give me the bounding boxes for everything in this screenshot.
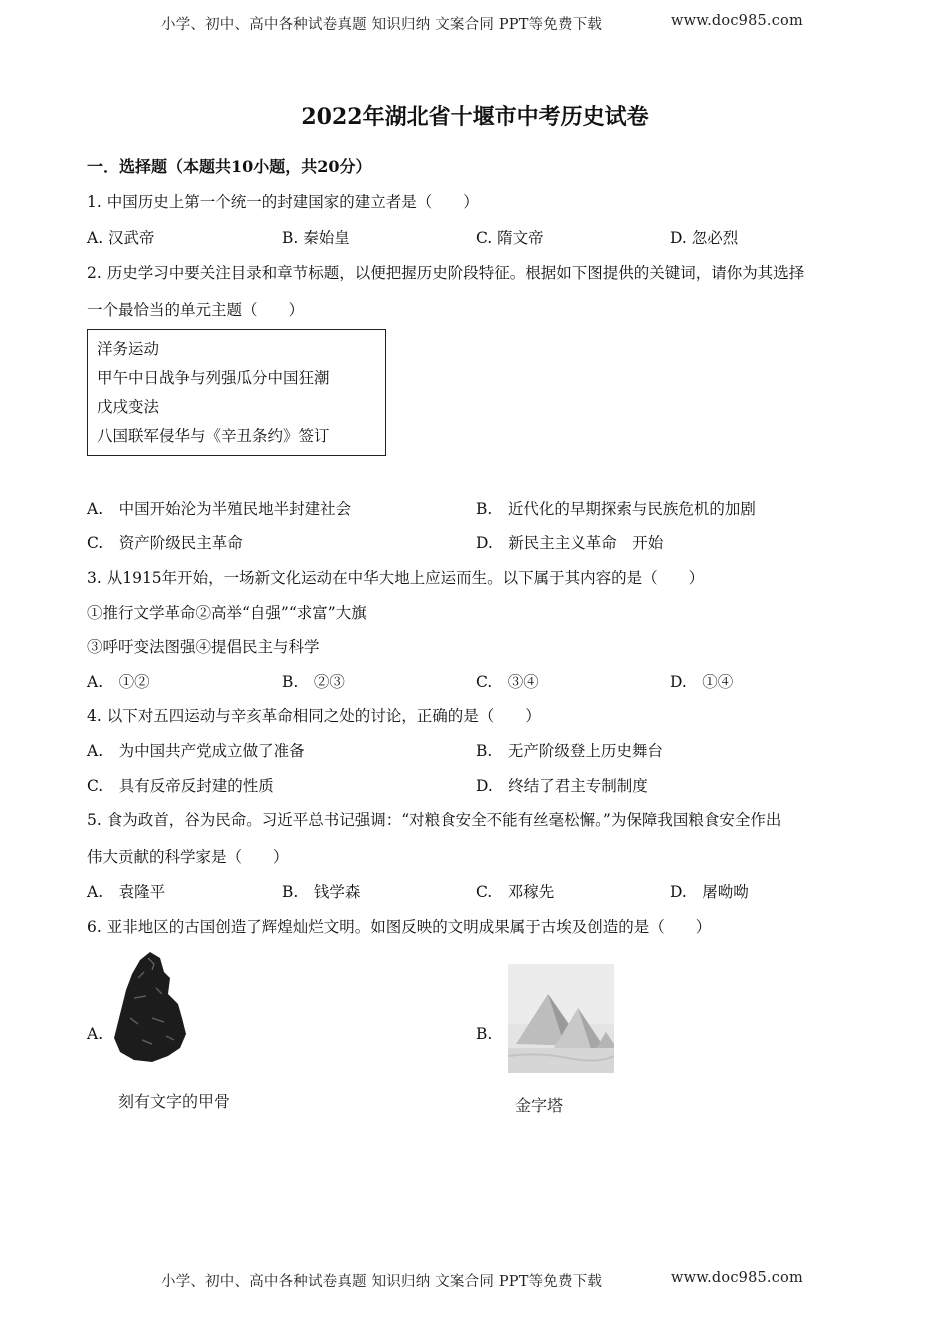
q4-stem: 4. 以下对五四运动与辛亥革命相同之处的讨论，正确的是（ ） [87, 707, 541, 725]
oracle-bone-image [108, 948, 192, 1066]
q2-keyword: 戊戌变法 [97, 398, 160, 416]
q2-stem-line1: 2. 历史学习中要关注目录和章节标题，以便把握历史阶段特征。根据如下图提供的关键词，请你为其选择 [87, 264, 805, 282]
q2-stem-line2: 一个最恰当的单元主题（ ） [87, 301, 305, 319]
q5-option-b: B. 钱学森 [282, 883, 361, 901]
header-slogan: 小学、初中、高中各种试卷真题 知识归纳 文案合同 PPT等免费下载 [161, 17, 603, 33]
section-heading: 一．选择题（本题共10小题，共20分） [87, 157, 372, 176]
q3-stem: 3. 从1915年开始，一场新文化运动在中华大地上应运而生。以下属于其内容的是（ ） [87, 569, 705, 587]
q3-option-a: A. ①② [87, 673, 150, 691]
q6-option-a-caption: 刻有文字的甲骨 [118, 1092, 231, 1111]
q1-option-b: B. 秦始皇 [282, 229, 350, 247]
pyramid-image [508, 964, 614, 1073]
q6-stem: 6. 亚非地区的古国创造了辉煌灿烂文明。如图反映的文明成果属于古埃及创造的是（ ） [87, 918, 712, 936]
q4-option-d: D. 终结了君主专制制度 [476, 777, 648, 795]
q1-stem: 1. 中国历史上第一个统一的封建国家的建立者是（ ） [87, 193, 479, 211]
q6-option-b-label: B. [476, 1025, 493, 1043]
q3-option-b: B. ②③ [282, 673, 345, 691]
q6-option-a-label: A. [87, 1025, 104, 1043]
q4-option-c: C. 具有反帝反封建的性质 [87, 777, 274, 795]
q5-stem-line1: 5. 食为政首，谷为民命。习近平总书记强调：“对粮食安全不能有丝毫松懈。”为保障我国粮食安全作出 [87, 811, 782, 829]
q5-option-a: A. 袁隆平 [87, 883, 166, 901]
q2-option-b: B. 近代化的早期探索与民族危机的加剧 [476, 500, 756, 518]
header-site: www.doc985.com [671, 13, 803, 29]
q2-option-c: C. 资产阶级民主革命 [87, 534, 243, 552]
q5-option-d: D. 屠呦呦 [670, 883, 749, 901]
q2-keyword-box [87, 329, 386, 456]
footer-site: www.doc985.com [671, 1270, 803, 1286]
q2-keyword: 洋务运动 [97, 340, 160, 358]
q5-option-c: C. 邓稼先 [476, 883, 555, 901]
q5-stem-line2: 伟大贡献的科学家是（ ） [87, 848, 289, 866]
q1-option-a: A. 汉武帝 [87, 229, 155, 247]
q4-option-b: B. 无产阶级登上历史舞台 [476, 742, 663, 760]
q2-option-d: D. 新民主主义革命 开始 [476, 534, 664, 552]
q3-item-line1: ①推行文学革命②高举“自强”“求富”大旗 [87, 604, 367, 622]
q3-option-c: C. ③④ [476, 673, 539, 691]
q2-option-a: A. 中国开始沦为半殖民地半封建社会 [87, 500, 352, 518]
q6-option-b-caption: 金字塔 [515, 1096, 564, 1115]
page-title: 2022年湖北省十堰市中考历史试卷 [301, 104, 649, 130]
footer-slogan: 小学、初中、高中各种试卷真题 知识归纳 文案合同 PPT等免费下载 [161, 1274, 603, 1290]
q3-item-line2: ③呼吁变法图强④提倡民主与科学 [87, 638, 320, 656]
q2-keyword: 甲午中日战争与列强瓜分中国狂潮 [97, 369, 330, 387]
q1-option-c: C. 隋文帝 [476, 229, 544, 247]
q3-option-d: D. ①④ [670, 673, 734, 691]
q1-option-d: D. 忽必烈 [670, 229, 739, 247]
q4-option-a: A. 为中国共产党成立做了准备 [87, 742, 305, 760]
q2-keyword: 八国联军侵华与《辛丑条约》签订 [97, 427, 330, 445]
